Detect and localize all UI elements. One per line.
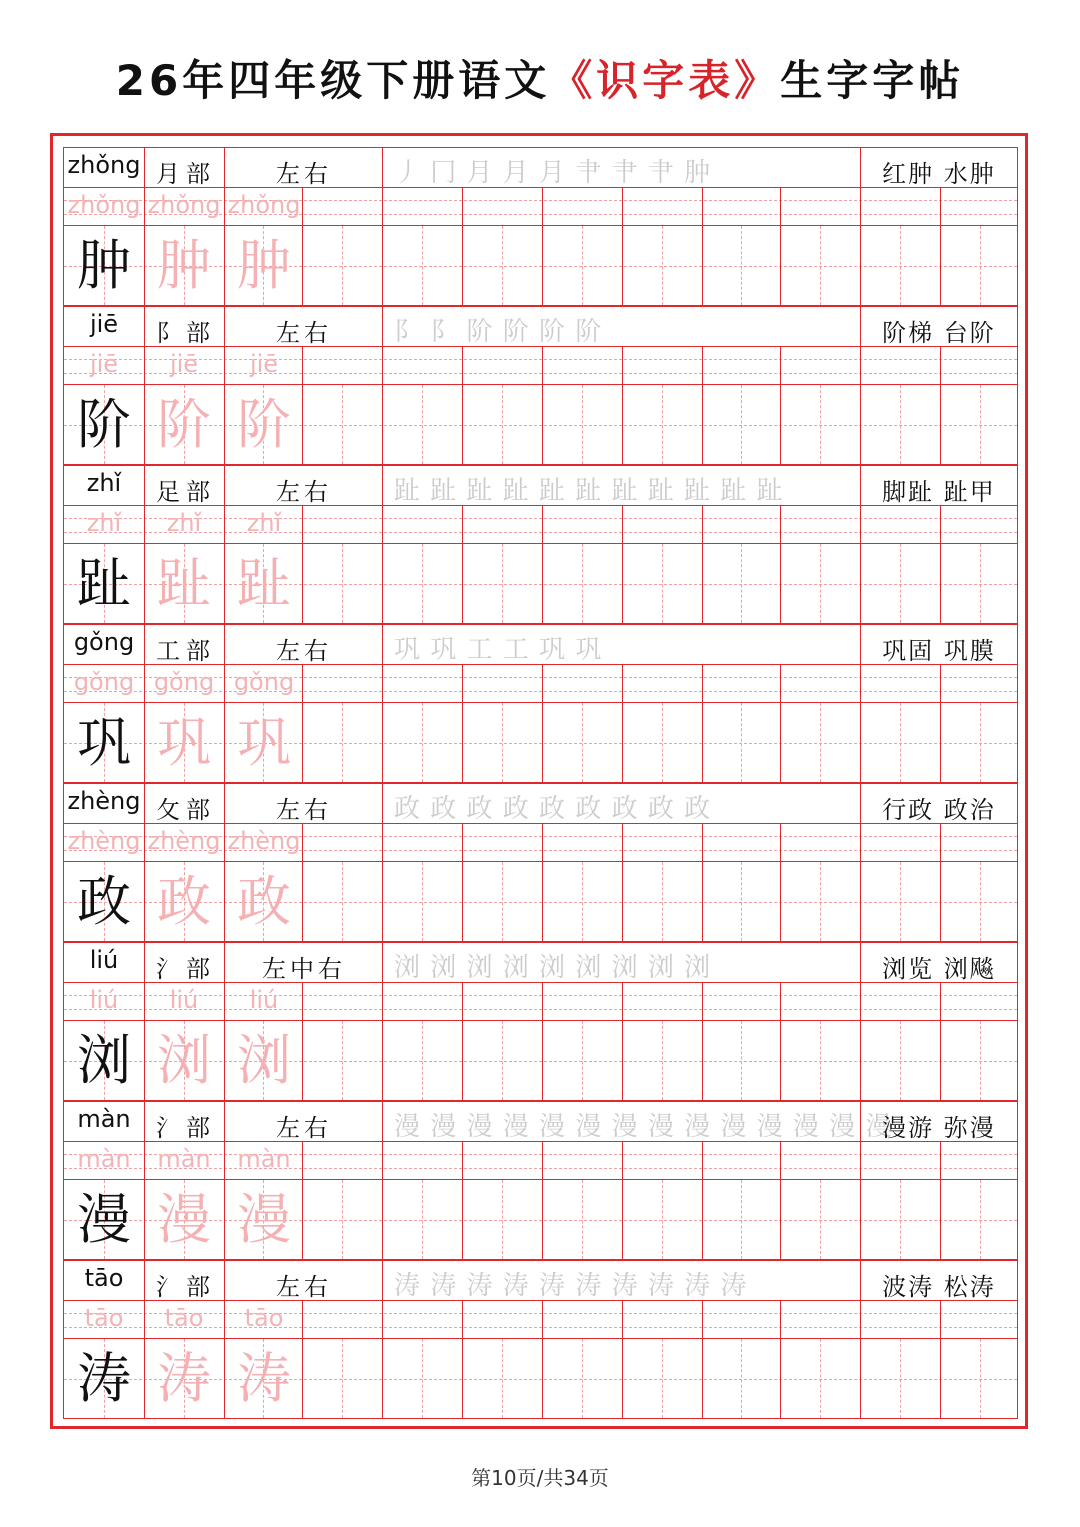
example-words: 漫游 弥漫 [882, 1114, 996, 1142]
radical-label: 足部 [156, 478, 216, 506]
pinyin-trace: zhǒng [147, 191, 221, 219]
stroke-order: 浏 浏 浏 浏 浏 浏 浏 浏 浏 [394, 953, 712, 983]
trace-character: 涛 [157, 1347, 211, 1410]
pinyin-trace: zhǐ [246, 509, 282, 537]
stroke-order: 漫 漫 漫 漫 漫 漫 漫 漫 漫 漫 漫 漫 漫 漫 [394, 1112, 893, 1142]
trace-character: 趾 [157, 552, 211, 615]
info-row [63, 1101, 1018, 1141]
structure-label: 左右 [276, 1273, 332, 1301]
info-row [63, 942, 1018, 982]
char-block [63, 1101, 1018, 1260]
example-words: 阶梯 台阶 [882, 319, 996, 347]
char-block [63, 465, 1018, 624]
model-character: 政 [77, 870, 131, 933]
char-practice-row [63, 226, 1018, 306]
char-block [63, 147, 1018, 306]
title-prefix: 26年四年级下册语文 [115, 56, 551, 105]
char-block [63, 942, 1018, 1101]
model-character: 肿 [77, 234, 131, 297]
model-character: 漫 [77, 1188, 131, 1251]
char-practice-row [63, 1021, 1018, 1101]
stroke-order: 丿 冂 月 月 月 肀 肀 肀 肿 [394, 158, 712, 188]
radical-label: 氵部 [156, 955, 216, 983]
pinyin-trace: zhǒng [67, 191, 141, 219]
pinyin-practice-row [63, 1141, 1018, 1180]
model-character: 涛 [77, 1347, 131, 1410]
pinyin-practice-row [63, 823, 1018, 862]
trace-character: 漫 [237, 1188, 291, 1251]
char-practice-row [63, 703, 1018, 783]
radical-label: 工部 [156, 637, 216, 665]
radical-label: 氵部 [156, 1114, 216, 1142]
pinyin-practice-row [63, 187, 1018, 226]
info-row [63, 624, 1018, 664]
pinyin-label: zhǐ [86, 469, 122, 497]
radical-label: 攵部 [156, 796, 216, 824]
pinyin-trace: jiē [89, 350, 119, 378]
stroke-order: 趾 趾 趾 趾 趾 趾 趾 趾 趾 趾 趾 [394, 476, 784, 506]
pinyin-trace: zhèng [67, 827, 141, 855]
example-words: 波涛 松涛 [882, 1273, 996, 1301]
trace-character: 肿 [157, 234, 211, 297]
title-highlight: 《识字表》 [550, 56, 781, 105]
radical-label: 氵部 [156, 1273, 216, 1301]
stroke-order: 涛 涛 涛 涛 涛 涛 涛 涛 涛 涛 [394, 1271, 748, 1301]
pinyin-trace: zhèng [147, 827, 221, 855]
pinyin-trace: liú [89, 986, 119, 1014]
pinyin-trace: liú [249, 986, 279, 1014]
info-row [63, 783, 1018, 823]
trace-character: 趾 [237, 552, 291, 615]
stroke-order: 巩 巩 工 工 巩 巩 [394, 635, 603, 665]
title-suffix: 生字字帖 [780, 56, 965, 105]
pinyin-practice-row [63, 1300, 1018, 1339]
trace-character: 浏 [237, 1029, 291, 1092]
pinyin-trace: jiē [249, 350, 279, 378]
pinyin-trace: gǒng [153, 668, 215, 696]
pinyin-trace: tāo [84, 1304, 124, 1332]
pinyin-trace: zhèng [227, 827, 301, 855]
char-practice-row [63, 385, 1018, 465]
pinyin-practice-row [63, 982, 1018, 1021]
pinyin-trace: zhǒng [227, 191, 301, 219]
char-block [63, 1260, 1018, 1419]
radical-label: 月部 [156, 160, 216, 188]
trace-character: 肿 [237, 234, 291, 297]
char-practice-row [63, 1180, 1018, 1260]
char-practice-row [63, 544, 1018, 624]
stroke-order: 阝 阝 阶 阶 阶 阶 [394, 317, 603, 347]
example-words: 巩固 巩膜 [882, 637, 996, 665]
example-words: 行政 政治 [882, 796, 996, 824]
pinyin-label: jiē [89, 310, 119, 338]
structure-label: 左右 [276, 637, 332, 665]
pinyin-label: tāo [84, 1264, 124, 1292]
char-practice-row [63, 862, 1018, 942]
pinyin-practice-row [63, 505, 1018, 544]
char-practice-row [63, 1339, 1018, 1419]
model-character: 趾 [77, 552, 131, 615]
char-block [63, 306, 1018, 465]
pinyin-label: liú [89, 946, 119, 974]
example-words: 浏览 浏飚 [882, 955, 996, 983]
pinyin-label: zhǒng [67, 151, 141, 179]
trace-character: 阶 [237, 393, 291, 456]
model-character: 巩 [77, 711, 131, 774]
pinyin-trace: màn [157, 1145, 211, 1173]
page-footer: 第10页/共34页 [471, 1466, 609, 1490]
model-character: 阶 [77, 393, 131, 456]
pinyin-trace: jiē [169, 350, 199, 378]
pinyin-trace: liú [169, 986, 199, 1014]
trace-character: 涛 [237, 1347, 291, 1410]
pinyin-trace: gǒng [233, 668, 295, 696]
pinyin-trace: tāo [244, 1304, 284, 1332]
trace-character: 巩 [237, 711, 291, 774]
trace-character: 巩 [157, 711, 211, 774]
worksheet-grid [63, 147, 1018, 1419]
pinyin-label: màn [77, 1105, 131, 1133]
pinyin-label: zhèng [67, 787, 141, 815]
trace-character: 政 [157, 870, 211, 933]
structure-label: 左右 [276, 160, 332, 188]
info-row [63, 1260, 1018, 1300]
trace-character: 漫 [157, 1188, 211, 1251]
pinyin-trace: gǒng [73, 668, 135, 696]
page-title [0, 48, 1080, 108]
model-character: 浏 [77, 1029, 131, 1092]
pinyin-practice-row [63, 664, 1018, 703]
pinyin-trace: tāo [164, 1304, 204, 1332]
trace-character: 阶 [157, 393, 211, 456]
pinyin-practice-row [63, 346, 1018, 385]
pinyin-trace: zhǐ [166, 509, 202, 537]
structure-label: 左右 [276, 478, 332, 506]
structure-label: 左右 [276, 1114, 332, 1142]
pinyin-trace: zhǐ [86, 509, 122, 537]
char-block [63, 624, 1018, 783]
example-words: 红肿 水肿 [882, 160, 996, 188]
pinyin-trace: màn [237, 1145, 291, 1173]
pinyin-label: gǒng [73, 628, 135, 656]
info-row [63, 465, 1018, 505]
structure-label: 左中右 [262, 955, 346, 983]
trace-character: 政 [237, 870, 291, 933]
example-words: 脚趾 趾甲 [882, 478, 996, 506]
char-block [63, 783, 1018, 942]
stroke-order: 政 政 政 政 政 政 政 政 政 [394, 794, 712, 824]
structure-label: 左右 [276, 319, 332, 347]
info-row [63, 306, 1018, 346]
pinyin-trace: màn [77, 1145, 131, 1173]
trace-character: 浏 [157, 1029, 211, 1092]
info-row [63, 147, 1018, 187]
structure-label: 左右 [276, 796, 332, 824]
radical-label: 阝部 [156, 319, 216, 347]
